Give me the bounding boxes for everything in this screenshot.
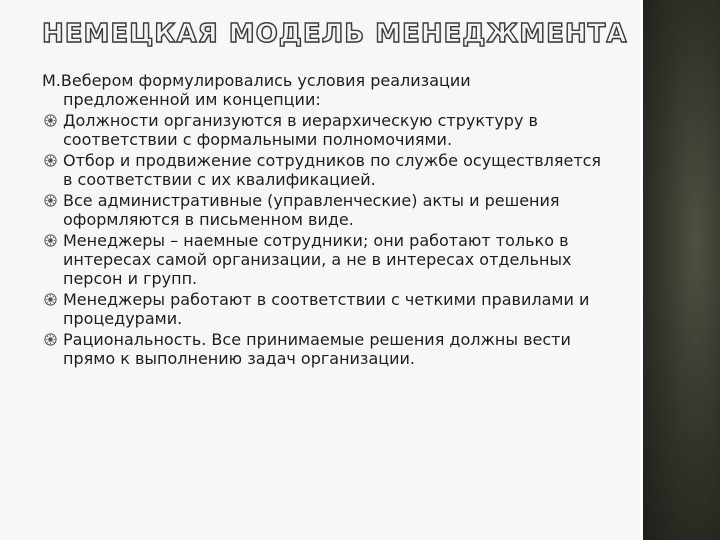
bullet-text: Рациональность. Все принимаемые решения должны вести прямо к выполнению задач организации. bbox=[63, 330, 571, 368]
sun-bullet-icon bbox=[44, 333, 57, 346]
sun-bullet-icon bbox=[44, 234, 57, 247]
slide-title: НЕМЕЦКАЯ МОДЕЛЬ МЕНЕДЖМЕНТА bbox=[42, 19, 628, 49]
bullet-item bbox=[42, 330, 602, 368]
bullet-item bbox=[42, 111, 602, 149]
bullet-text: Менеджеры работают в соответствии с четкими правилами и процедурами. bbox=[63, 290, 590, 328]
bullet-item bbox=[42, 191, 602, 229]
sun-bullet-icon bbox=[44, 194, 57, 207]
bullet-list bbox=[42, 111, 602, 368]
bullet-text: Менеджеры – наемные сотрудники; они работают только в интересах самой организации, а не в интересах отдельных персон и групп. bbox=[63, 231, 572, 288]
sun-bullet-icon bbox=[44, 293, 57, 306]
sun-bullet-icon bbox=[44, 154, 57, 167]
side-decor-panel bbox=[640, 0, 720, 540]
slide-body bbox=[42, 71, 602, 370]
bullet-text: Отбор и продвижение сотрудников по службе осуществляется в соответствии с их квалификацией. bbox=[63, 151, 602, 189]
bullet-item bbox=[42, 231, 602, 288]
bullet-item bbox=[42, 151, 602, 189]
bullet-text: Все административные (управленческие) акты и решения оформляются в письменном виде. bbox=[63, 191, 560, 229]
bullet-text: Должности организуются в иерархическую структуру в соответствии с формальными полномочиями. bbox=[63, 111, 538, 149]
bullet-item bbox=[42, 290, 602, 328]
sun-bullet-icon bbox=[44, 114, 57, 127]
intro-text: М.Вебером формулировались условия реализации предложенной им концепции: bbox=[42, 71, 471, 109]
side-divider bbox=[640, 0, 643, 540]
